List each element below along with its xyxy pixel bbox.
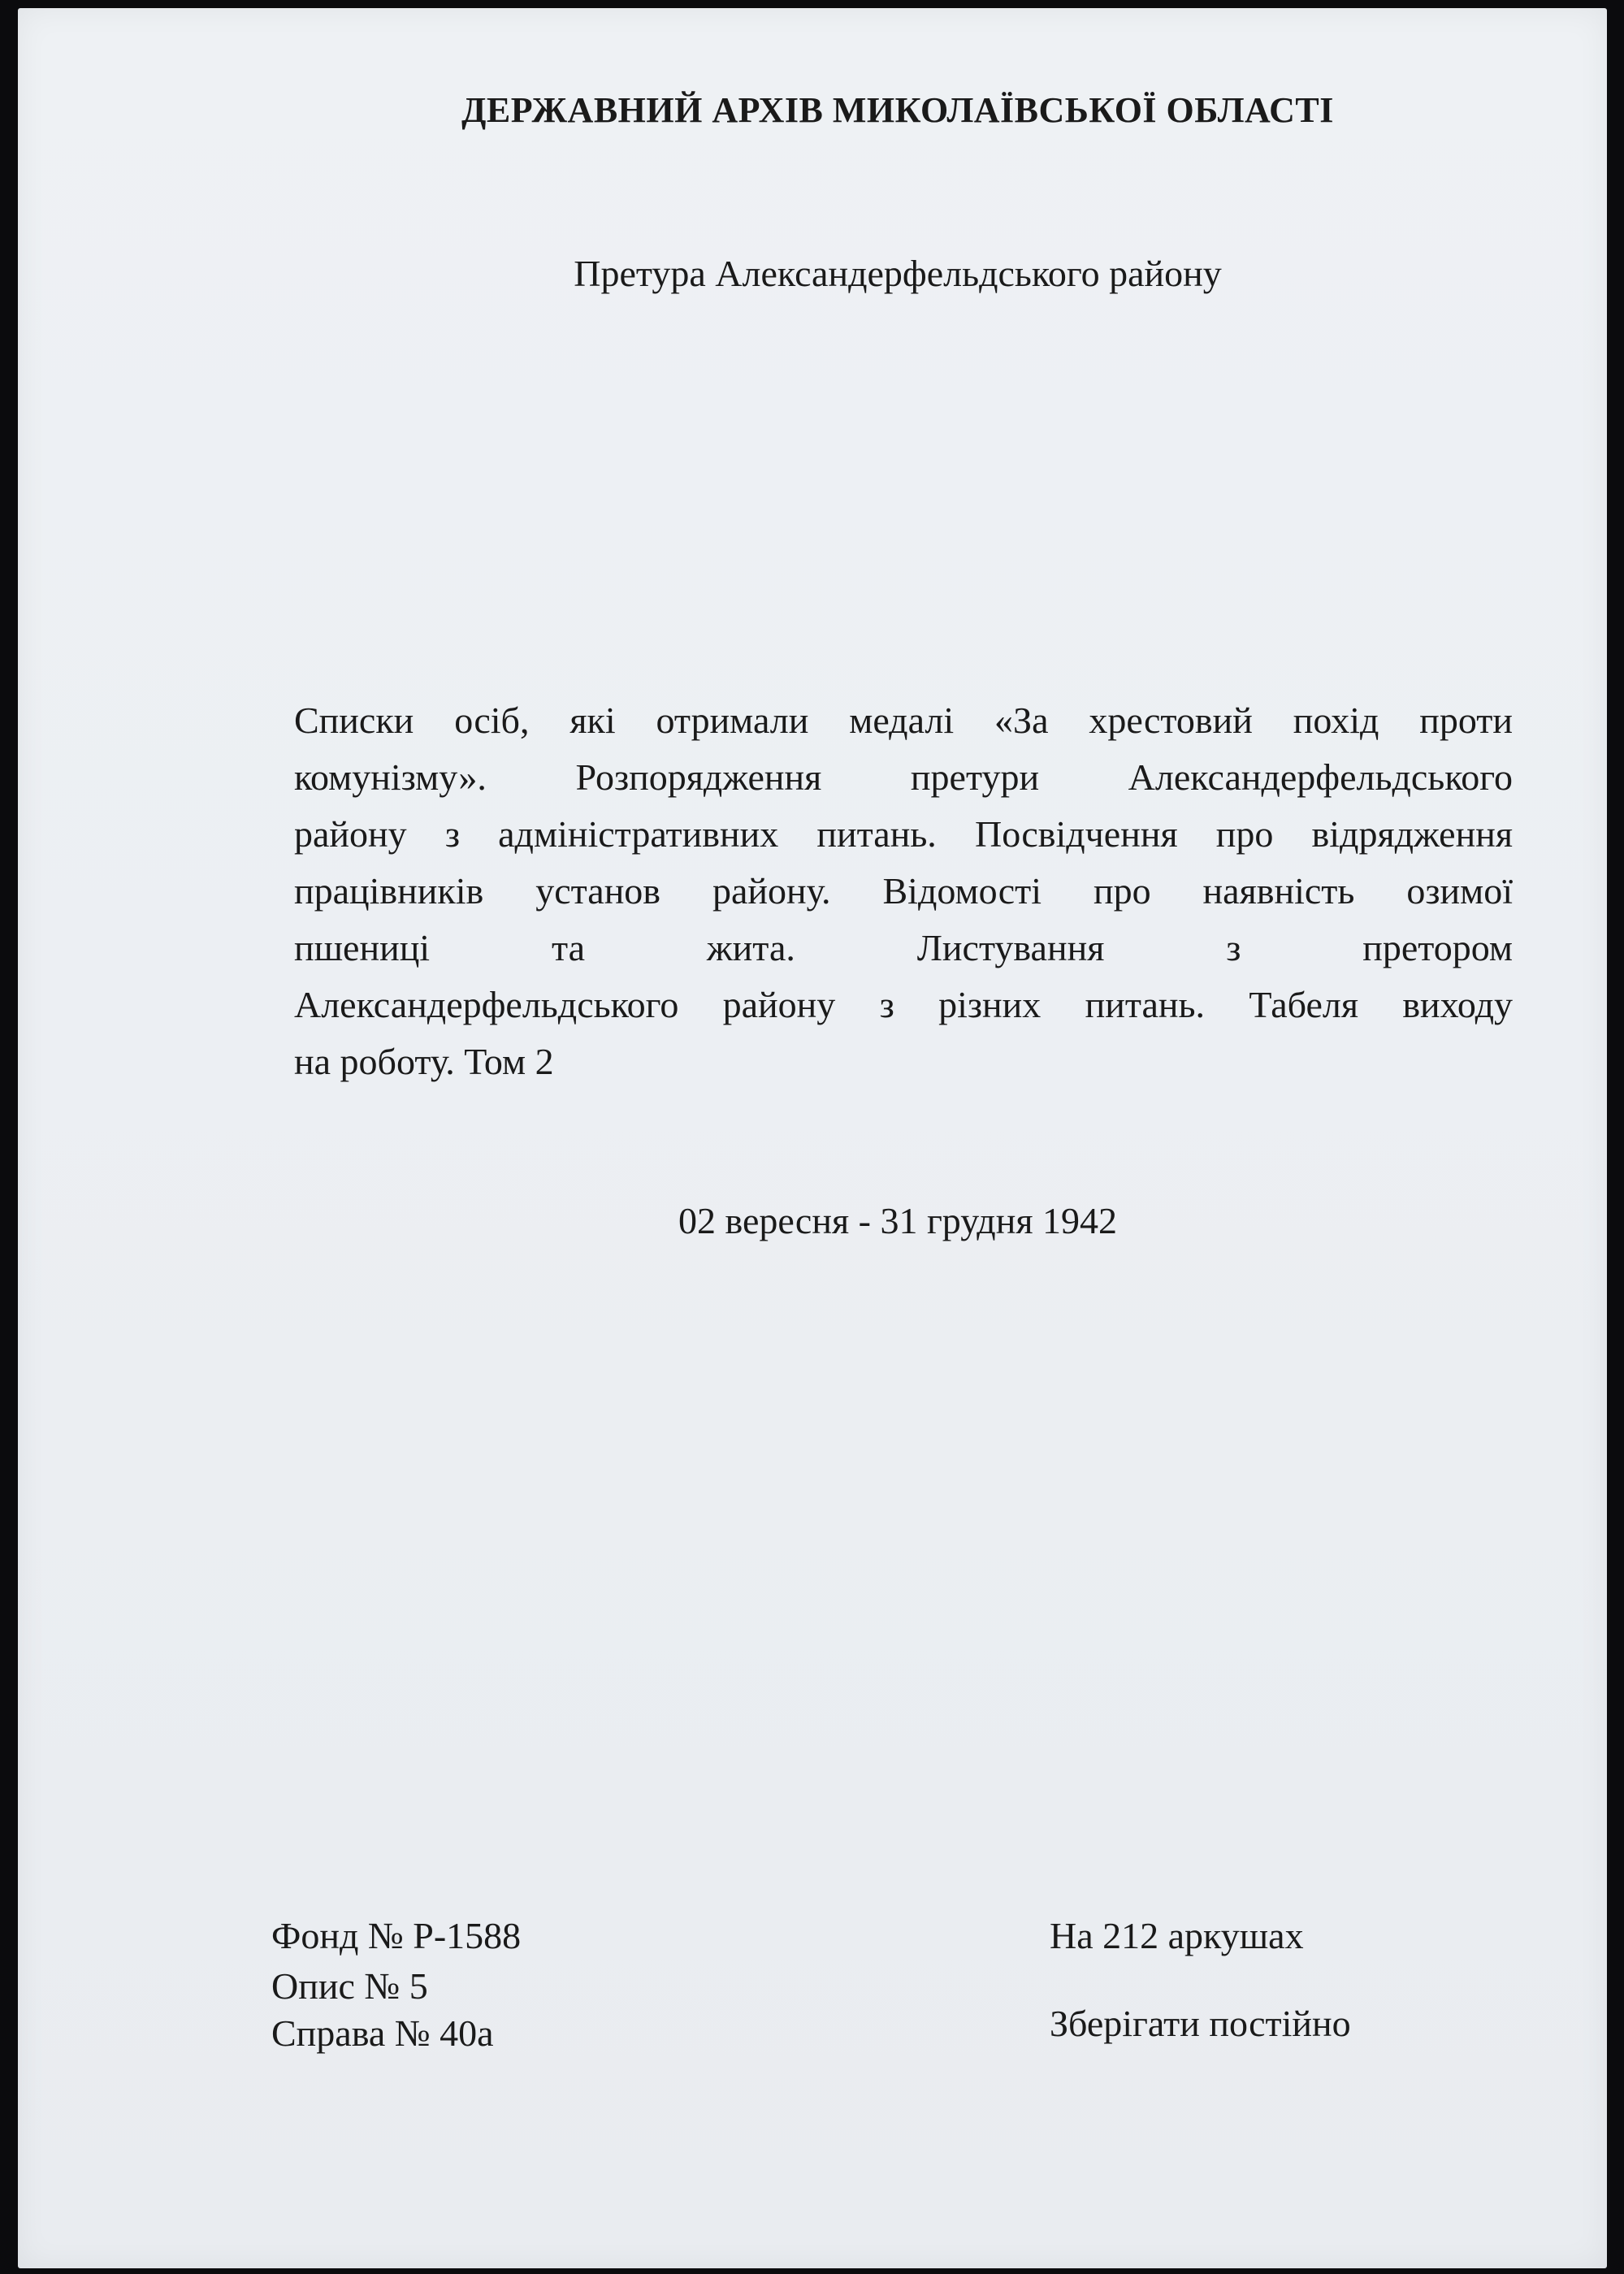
inventory-number: Опис № 5 <box>271 1965 428 2007</box>
description-line: району з адміністративних питань. Посвідчення про відрядження <box>294 813 1513 855</box>
retention-note: Зберігати постійно <box>1050 2003 1351 2044</box>
paper-sheet <box>18 8 1607 2268</box>
description-line: комунізму». Розпорядження претури Александерфельдського <box>294 756 1513 798</box>
organization-name: Претура Александерфельдського району <box>574 253 1222 294</box>
description-line: на роботу. Том 2 <box>294 1041 554 1082</box>
description-line: пшениці та жита. Листування з претором <box>294 927 1513 968</box>
file-description <box>294 692 1513 1090</box>
description-line: Списки осіб, які отримали медалі «За хрестовий похід проти <box>294 700 1513 741</box>
sheet-count: На 212 аркушах <box>1050 1915 1304 1956</box>
description-line: Александерфельдського району з різних питань. Табеля виходу <box>294 984 1513 1025</box>
file-number: Справа № 40а <box>271 2012 494 2054</box>
fund-number: Фонд № Р-1588 <box>271 1915 522 1956</box>
archive-name: ДЕРЖАВНИЙ АРХІВ МИКОЛАЇВСЬКОЇ ОБЛАСТІ <box>461 90 1334 130</box>
date-range: 02 вересня - 31 грудня 1942 <box>678 1200 1117 1241</box>
description-line: працівників установ району. Відомості про наявність озимої <box>294 870 1513 912</box>
